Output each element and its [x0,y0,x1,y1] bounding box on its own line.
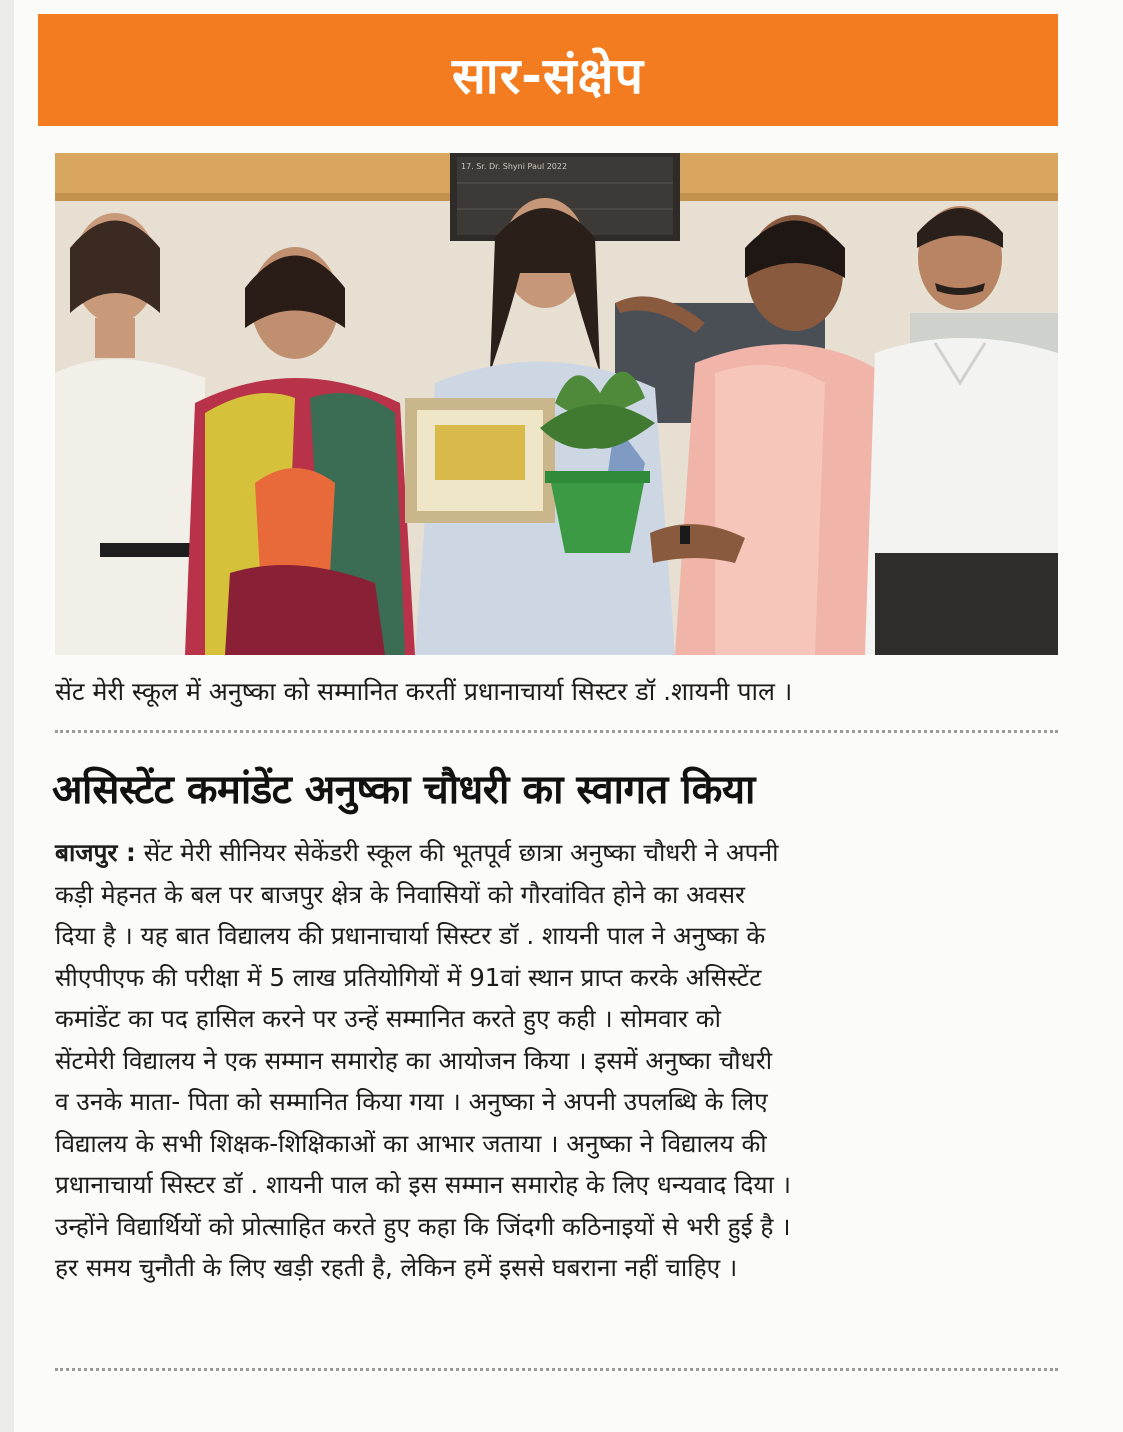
article-line-1: बाजपुर : सेंट मेरी सीनियर सेकेंडरी स्कूल की भूतपूर्व छात्रा अनुष्का चौधरी ने अपनी [55,838,779,867]
photo-caption: सेंट मेरी स्कूल में अनुष्का को सम्मानित करतीं प्रधानाचार्या सिस्टर डॉ .शायनी पाल । [55,677,793,706]
article-line-7: व उनके माता- पिता को सम्मानित किया गया । अनुष्का ने अपनी उपलब्धि के लिए [55,1087,768,1116]
news-photo [55,153,1058,655]
scan-edge [0,0,14,1432]
article-line-3: दिया है । यह बात विद्यालय की प्रधानाचार्या सिस्टर डॉ . शायनी पाल ने अनुष्का के [55,921,766,950]
article-headline: असिस्टेंट कमांडेंट अनुष्का चौधरी का स्वागत किया [52,767,755,813]
article-line-8: विद्यालय के सभी शिक्षक-शिक्षिकाओं का आभार जताया । अनुष्का ने विद्यालय की [55,1128,767,1158]
article-line-10: उन्होंने विद्यार्थियों को प्रोत्साहित करते हुए कहा कि जिंदगी कठिनाइयों से भरी हुई है । [55,1211,791,1241]
section-title: सार-संक्षेप [451,47,644,105]
article-line-6: सेंटमेरी विद्यालय ने एक सम्मान समारोह का आयोजन किया । इसमें अनुष्का चौधरी [55,1045,773,1075]
article-line-4: सीएपीएफ की परीक्षा में 5 लाख प्रतियोगियों में 91वां स्थान प्राप्त करके असिस्टेंट [55,962,762,992]
group-photo-icon [55,153,1058,655]
article-line-5: कमांडेंट का पद हासिल करने पर उन्हें सम्मानित करते हुए कही । सोमवार को [55,1004,721,1033]
article-line-11: हर समय चुनौती के लिए खड़ी रहती है, लेकिन हमें इससे घबराना नहीं चाहिए । [55,1253,738,1282]
article-line-9: प्रधानाचार्या सिस्टर डॉ . शायनी पाल को इस सम्मान समारोह के लिए धन्यवाद दिया । [55,1170,792,1199]
article-dateline: बाजपुर : [55,838,136,867]
section-banner [38,14,1058,126]
divider-top [55,730,1058,733]
divider-bottom [55,1368,1058,1371]
plaque-text: 17. Sr. Dr. Shyni Paul 2022 [461,162,568,171]
article-body [55,832,1060,1289]
article-line-2: कड़ी मेहनत के बल पर बाजपुर क्षेत्र के निवासियों को गौरवांवित होने का अवसर [55,879,746,909]
